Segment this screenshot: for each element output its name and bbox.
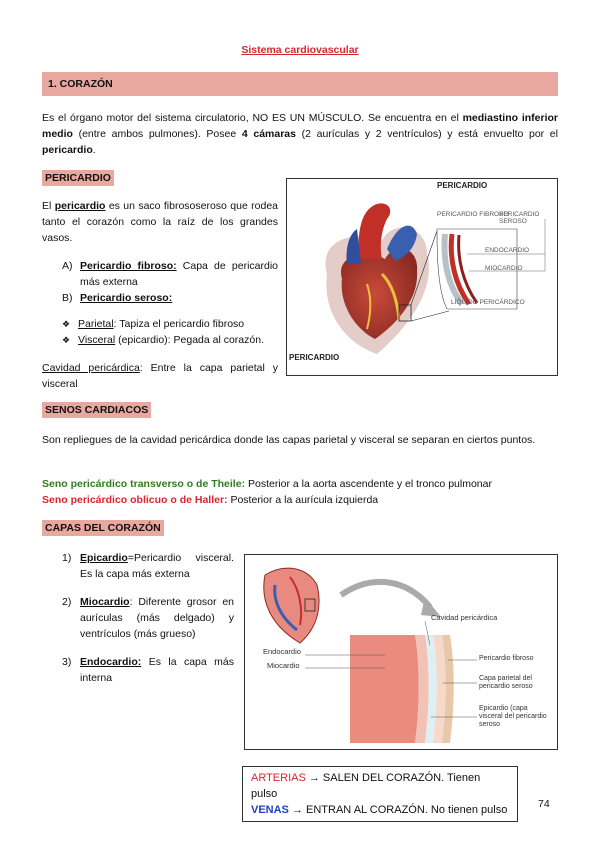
page-number: 74 — [538, 798, 550, 810]
pericardio-fibroso-term: Pericardio fibroso: — [80, 260, 177, 272]
seno-theile-text: Posterior a la aorta ascendente y el tronco pulmonar — [245, 478, 492, 490]
figure1-label-endocardio: ENDOCARDIO — [485, 247, 530, 254]
cavidad-paragraph — [42, 360, 278, 392]
venas-term: VENAS — [251, 804, 289, 816]
endocardio-term: Endocardio: — [80, 656, 142, 668]
parietal-text: : Tapiza el pericardio fibroso — [113, 318, 245, 330]
parietal-term: Parietal — [78, 318, 114, 330]
visceral-text: (epicardio): Pegada al corazón. — [115, 334, 264, 346]
arteries-veins-box — [242, 766, 518, 822]
capas-item-2 — [62, 594, 234, 642]
pericardio-fibroso-text: Capa de pericardio más externa — [80, 260, 278, 288]
layers-figure — [244, 554, 558, 750]
miocardio-text: : Diferente grosor en aurículas (más delgado) y ventrículos (más grueso) — [80, 596, 234, 640]
endocardio-text: Es la capa más interna — [80, 656, 234, 684]
epicardio-text: =Pericardio visceral. Es la capa más externa — [80, 552, 234, 580]
figure2-label-parietal: Capa parietal del pericardio seroso — [479, 675, 533, 690]
figure2-label-cavidad: Cavidad pericárdica — [431, 613, 498, 622]
seno-theile — [42, 476, 558, 492]
bullet-icon: ❖ — [62, 319, 71, 329]
arterias-term: ARTERIAS — [251, 772, 306, 784]
senos-heading: SENOS CARDIACOS — [42, 402, 151, 418]
capas-marker-3: 3) — [62, 656, 72, 668]
figure1-label-liquido: LÍQUIDO PERICÁRDICO — [451, 299, 525, 306]
figure2-label-endocardio: Endocardio — [263, 647, 301, 656]
senos-paragraph: Son repliegues de la cavidad pericárdica donde las capas parietal y visceral se separan en ciertos puntos. — [42, 434, 536, 446]
capas-marker-2: 2) — [62, 596, 72, 608]
intro-bold-2: 4 cámaras — [241, 128, 296, 140]
list-marker-a: A) — [62, 260, 73, 272]
pericardio-seroso-term: Pericardio seroso: — [80, 292, 173, 304]
figure1-label-miocardio: MIOCARDIO — [485, 265, 523, 272]
section-heading: 1. CORAZÓN — [42, 72, 558, 96]
intro-paragraph — [42, 110, 558, 158]
seno-haller-text: Posterior a la aurícula izquierda — [227, 494, 379, 506]
pericardio-figure — [286, 178, 558, 376]
intro-text-1: Es el órgano motor del sistema circulatorio, NO ES UN MÚSCULO. Se encuentra en el — [42, 112, 463, 124]
figure1-label-bottom: PERICARDIO — [289, 353, 340, 362]
visceral-term: Visceral — [78, 334, 116, 346]
cavidad-term: Cavidad pericárdica — [42, 362, 140, 374]
figure1-label-seroso: PERICARDIO SEROSO — [499, 211, 540, 225]
intro-text-3: (2 aurículas y 2 ventrículos) y está envuelto por el — [295, 128, 558, 140]
arterias-text: → SALEN DEL CORAZÓN. Tienen pulso — [251, 772, 481, 800]
pericardio-desc-c: es un saco fibrososeroso que rodea tanto el corazón como la raíz de los grandes vasos. — [42, 200, 278, 244]
pericardio-heading: PERICARDIO — [42, 170, 114, 186]
seno-haller — [42, 492, 558, 508]
capas-marker-1: 1) — [62, 552, 72, 564]
pericardio-desc-a: El — [42, 200, 55, 212]
intro-text-2: (entre ambos pulmones). Posee — [72, 128, 242, 140]
cavidad-text: : Entre la capa parietal y visceral — [42, 362, 278, 390]
venas-line — [251, 802, 509, 818]
miocardio-term: Miocardio — [80, 596, 130, 608]
capas-item-3 — [62, 654, 234, 686]
figure1-label-fibroso: PERICARDIO FIBROSO — [437, 211, 509, 218]
intro-bold-3: pericardio — [42, 144, 93, 156]
heart-illustration — [287, 179, 557, 375]
intro-bold-1: mediastino inferior medio — [42, 112, 558, 140]
figure2-label-epicardio: Epicardio (capa visceral del pericardio seroso — [479, 705, 547, 728]
capas-item-1 — [62, 550, 234, 582]
figure2-label-fibroso: Pericardio fibroso — [479, 655, 534, 662]
figure1-title: PERICARDIO — [437, 181, 488, 190]
pericardio-list-a — [62, 258, 278, 306]
bullet-icon: ❖ — [62, 335, 71, 345]
capas-heading: CAPAS DEL CORAZÓN — [42, 520, 164, 536]
list-marker-b: B) — [62, 292, 73, 304]
venas-text: → ENTRAN AL CORAZÓN. No tienen pulso — [288, 804, 508, 816]
arterias-line — [251, 770, 509, 802]
epicardio-term: Epicardio — [80, 552, 128, 564]
pericardio-seroso-list — [62, 316, 278, 348]
pericardio-description — [42, 198, 278, 246]
intro-text-4: . — [92, 144, 96, 156]
seno-haller-term: Seno pericárdico oblicuo o de Haller: — [42, 494, 228, 506]
page-title: Sistema cardiovascular — [241, 44, 359, 56]
seno-theile-term: Seno pericárdico transverso o de Theile: — [42, 478, 246, 490]
pericardio-desc-term: pericardio — [54, 200, 106, 212]
figure2-label-miocardio: Miocardio — [267, 661, 300, 670]
